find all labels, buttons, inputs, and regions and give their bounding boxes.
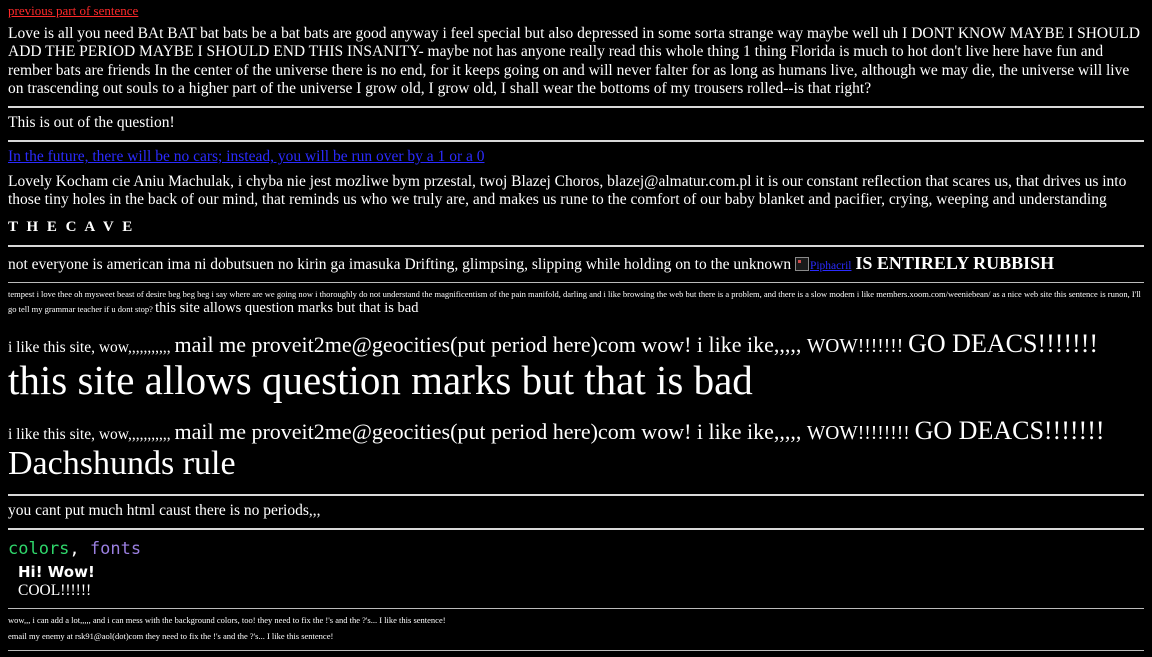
broken-image-alt-text: Piphacril: [809, 260, 852, 273]
colors-word: colors: [8, 538, 70, 559]
hi-word: Hi!: [18, 562, 43, 581]
divider-4: [8, 282, 1144, 283]
paragraph-love-is-all-you-need: Love is all you need BAt BAT bat bats be a bat bats are good anyway i feel special but also depressed in some sorta strange way maybe well uh I DONT KNOW MAYBE I SHOULD ADD THE PERIOD MAYBE I SHOULD END THIS INSANITY- maybe not has anyone really read this whole thing 1 thing Florida is much to hot don't live here have fun and rember bats are friends In the center of the universe there is no end, for it keeps going on and will never falter for as long as humans live, although we may die, the universe will live on trascending out souls to a higher part of the universe I grow old, I grow old, I shall wear the bottoms of my trousers rolled--is that right?: [8, 25, 1140, 97]
cool-word: COOL!!!!!!: [18, 581, 92, 599]
colors-fonts-row: [8, 539, 1144, 559]
divider-5: [8, 494, 1144, 496]
fonts-word: fonts: [89, 538, 142, 559]
line-out-of-the-question: This is out of the question!: [8, 114, 175, 132]
divider-3: [8, 245, 1144, 247]
mixed-block-2: [8, 416, 1144, 483]
colors-fonts-separator: ,: [69, 538, 90, 559]
question-marks-note: this site allows question marks but that is bad: [155, 299, 419, 316]
mixed-block-1: [8, 329, 1144, 404]
mb1-part-1: mail me proveit2me@geocities(put period here)com wow! i like ike,,,,,: [174, 332, 807, 358]
future-no-cars-link[interactable]: In the future, there will be no cars; instead, you will be run over by a 1 or a 0: [8, 148, 485, 166]
mb1-part-4: this site allows question marks but that is bad: [8, 357, 753, 404]
broken-image-icon: [795, 257, 809, 271]
mb1-part-0: i like this site, wow,,,,,,,,,,,: [8, 339, 175, 357]
heading-the-cave: T H E C A V E: [8, 218, 135, 235]
broken-image-placeholder[interactable]: [795, 257, 852, 273]
mb2-part-1: mail me proveit2me@geocities(put period here)com wow! i like ike,,,,,: [174, 419, 807, 445]
line-unknown-rubbish: [8, 253, 1144, 275]
mb2-part-0: i like this site, wow,,,,,,,,,,,: [8, 426, 175, 444]
hi-wow-row: [18, 563, 1144, 581]
mb2-part-2: WOW!!!!!!!!: [806, 423, 915, 445]
mb1-part-3: GO DEACS!!!!!!!: [908, 329, 1099, 359]
divider-6: [8, 528, 1144, 530]
divider-8: [8, 650, 1144, 651]
paragraph-tempest-tiny: [8, 289, 1144, 317]
line-no-periods: you cant put much html caust there is no periods,,,: [8, 501, 321, 519]
footer-line-1: wow,,, i can add a lot,,,,, and i can mess with the background colors, too! they need to fix the !'s and the ?'s... I like this sentence!: [8, 614, 446, 625]
divider-7: [8, 608, 1144, 609]
mb2-part-4: Dachshunds rule: [8, 445, 236, 483]
tempest-tiny-text: tempest i love thee oh mysweet beast of desire beg beg beg i say where are we going now i thoroughly do not understand the magnificentism of the pain manifold, darling and i like browsing the web but there is a problem, and there is a slow modem i like members.xoom.com/weeniebean/ as a nice web site this sentence is runon, I'll go tell my grammar teacher if u dont stop?: [8, 289, 1141, 314]
unknown-text: not everyone is american ima ni dobutsuen no kirin ga imasuka Drifting, glimpsing, slipping while holding on to the unknown: [8, 255, 792, 273]
mb2-part-3: GO DEACS!!!!!!!: [914, 416, 1105, 446]
divider-2: [8, 140, 1144, 142]
paragraph-lovely-kocham: Lovely Kocham cie Aniu Machulak, i chyba nie jest mozliwe bym przestal, twoj Blazej Choros, blazej@almatur.com.pl it is our constant reflection that scares us, that drives us into those tiny holes in the back of our mind, that reminds us who we truly are, and makes us rune to the comfort of our baby blanket and pacifier, crying, weeping and understanding: [8, 173, 1127, 209]
previous-part-of-sentence-link[interactable]: previous part of sentence: [8, 3, 139, 18]
footer-line-2: email my enemy at rsk91@aol(dot)com they need to fix the !'s and the ?'s... I like this sentence!: [8, 630, 334, 641]
divider-1: [8, 106, 1144, 108]
blue-link-row: [8, 148, 1144, 166]
mb1-part-2: WOW!!!!!!!: [806, 336, 909, 358]
entirely-rubbish-text: IS ENTIRELY RUBBISH: [855, 252, 1055, 273]
wow-word: Wow!: [47, 562, 95, 581]
